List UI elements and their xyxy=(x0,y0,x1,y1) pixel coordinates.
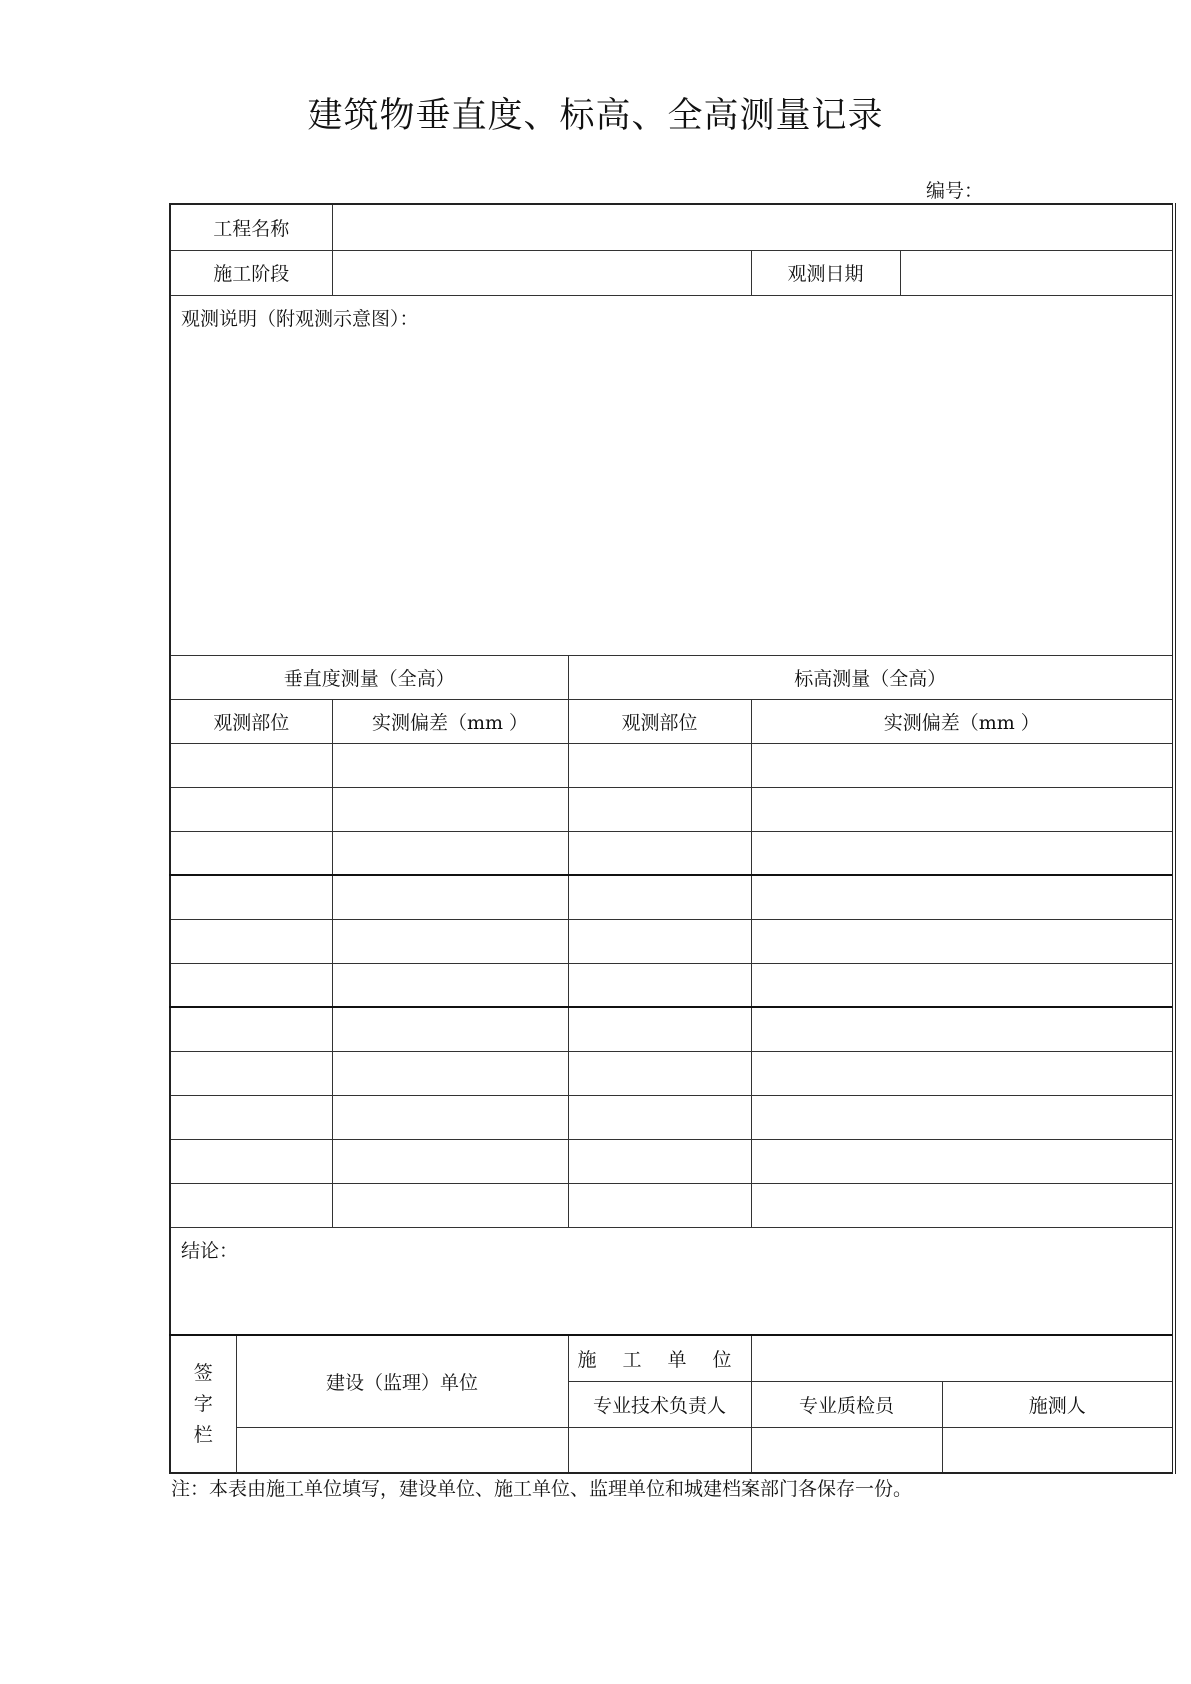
elevation-location-cell[interactable] xyxy=(568,963,751,1007)
project-name-label: 工程名称 xyxy=(170,204,332,250)
signature-char: 签 xyxy=(193,1361,213,1384)
stage-date-row xyxy=(170,250,1174,295)
builder-supervisor-unit-label: 建设（监理）单位 xyxy=(236,1335,568,1427)
elevation-deviation-cell[interactable] xyxy=(751,919,1174,963)
elevation-location-cell[interactable] xyxy=(568,1139,751,1183)
elevation-deviation-header: 实测偏差（mm ） xyxy=(751,699,1174,743)
table-row xyxy=(170,875,1174,919)
elevation-deviation-cell[interactable] xyxy=(751,1183,1174,1227)
verticality-location-cell[interactable] xyxy=(170,919,332,963)
verticality-location-cell[interactable] xyxy=(170,1139,332,1183)
table-row xyxy=(170,1139,1174,1183)
table-row xyxy=(170,743,1174,787)
quality-inspector-signature-field[interactable] xyxy=(751,1427,942,1473)
elevation-deviation-cell[interactable] xyxy=(751,963,1174,1007)
verticality-location-cell[interactable] xyxy=(170,1007,332,1051)
elevation-location-cell[interactable] xyxy=(568,1051,751,1095)
elevation-location-cell[interactable] xyxy=(568,1183,751,1227)
verticality-deviation-header: 实测偏差（mm ） xyxy=(332,699,568,743)
elevation-location-header: 观测部位 xyxy=(568,699,751,743)
verticality-location-header: 观测部位 xyxy=(170,699,332,743)
observation-notes-row xyxy=(170,295,1174,655)
verticality-deviation-cell[interactable] xyxy=(332,1139,568,1183)
elevation-location-cell[interactable] xyxy=(568,875,751,919)
technical-lead-signature-field[interactable] xyxy=(568,1427,751,1473)
verticality-deviation-cell[interactable] xyxy=(332,831,568,875)
measurement-section-header xyxy=(170,655,1174,699)
verticality-location-cell[interactable] xyxy=(170,743,332,787)
construction-unit-label: 施 工 单 位 xyxy=(568,1335,751,1381)
construction-stage-label: 施工阶段 xyxy=(170,250,332,295)
elevation-deviation-cell[interactable] xyxy=(751,831,1174,875)
elevation-location-cell[interactable] xyxy=(568,787,751,831)
signature-row-sign xyxy=(170,1427,1174,1473)
project-name-row xyxy=(170,204,1174,250)
elevation-location-cell[interactable] xyxy=(568,1095,751,1139)
elevation-location-cell[interactable] xyxy=(568,1007,751,1051)
verticality-location-cell[interactable] xyxy=(170,1051,332,1095)
verticality-location-cell[interactable] xyxy=(170,1095,332,1139)
surveyor-signature-field[interactable] xyxy=(942,1427,1174,1473)
elevation-location-cell[interactable] xyxy=(568,831,751,875)
elevation-deviation-cell[interactable] xyxy=(751,743,1174,787)
signature-char: 字 xyxy=(193,1392,213,1415)
conclusion-area[interactable] xyxy=(170,1227,1174,1335)
observation-date-label: 观测日期 xyxy=(751,250,900,295)
technical-lead-label: 专业技术负责人 xyxy=(568,1381,751,1427)
verticality-deviation-cell[interactable] xyxy=(332,963,568,1007)
project-name-field[interactable] xyxy=(332,204,1174,250)
verticality-location-cell[interactable] xyxy=(170,787,332,831)
elevation-deviation-cell[interactable] xyxy=(751,1095,1174,1139)
builder-supervisor-signature-field[interactable] xyxy=(236,1427,568,1473)
observation-date-field[interactable] xyxy=(900,250,1174,295)
table-row xyxy=(170,1095,1174,1139)
table-row xyxy=(170,963,1174,1007)
elevation-deviation-cell[interactable] xyxy=(751,787,1174,831)
quality-inspector-label: 专业质检员 xyxy=(751,1381,942,1427)
footnote: 注：本表由施工单位填写，建设单位、施工单位、监理单位和城建档案部门各保存一份。 xyxy=(171,1478,913,1500)
verticality-deviation-cell[interactable] xyxy=(332,1051,568,1095)
document-number-label: 编号： xyxy=(926,180,984,202)
observation-notes-label: 观测说明（附观测示意图）： xyxy=(181,307,419,330)
verticality-deviation-cell[interactable] xyxy=(332,787,568,831)
verticality-deviation-cell[interactable] xyxy=(332,1095,568,1139)
table-row xyxy=(170,919,1174,963)
elevation-deviation-cell[interactable] xyxy=(751,875,1174,919)
observation-notes-area[interactable] xyxy=(170,295,1174,655)
table-row xyxy=(170,831,1174,875)
elevation-deviation-cell[interactable] xyxy=(751,1139,1174,1183)
measurement-record-table xyxy=(169,203,1176,1474)
verticality-deviation-cell[interactable] xyxy=(332,1183,568,1227)
table-row xyxy=(170,1183,1174,1227)
measurement-column-headers xyxy=(170,699,1174,743)
verticality-location-cell[interactable] xyxy=(170,1183,332,1227)
page-title: 建筑物垂直度、标高、全高测量记录 xyxy=(307,96,884,136)
construction-stage-field[interactable] xyxy=(332,250,751,295)
verticality-location-cell[interactable] xyxy=(170,963,332,1007)
verticality-deviation-cell[interactable] xyxy=(332,743,568,787)
conclusion-row xyxy=(170,1227,1174,1335)
verticality-location-cell[interactable] xyxy=(170,831,332,875)
elevation-deviation-cell[interactable] xyxy=(751,1051,1174,1095)
verticality-deviation-cell[interactable] xyxy=(332,919,568,963)
verticality-deviation-cell[interactable] xyxy=(332,875,568,919)
elevation-deviation-cell[interactable] xyxy=(751,1007,1174,1051)
table-row xyxy=(170,787,1174,831)
signature-char: 栏 xyxy=(193,1423,213,1446)
verticality-measurement-title: 垂直度测量（全高） xyxy=(170,655,568,699)
surveyor-label: 施测人 xyxy=(942,1381,1174,1427)
signature-column-label xyxy=(170,1335,236,1473)
verticality-location-cell[interactable] xyxy=(170,875,332,919)
table-row xyxy=(170,1007,1174,1051)
table-row xyxy=(170,1051,1174,1095)
conclusion-label: 结论： xyxy=(181,1239,239,1262)
construction-unit-field[interactable] xyxy=(751,1335,1174,1381)
verticality-deviation-cell[interactable] xyxy=(332,1007,568,1051)
elevation-measurement-title: 标高测量（全高） xyxy=(568,655,1174,699)
elevation-location-cell[interactable] xyxy=(568,743,751,787)
elevation-location-cell[interactable] xyxy=(568,919,751,963)
signature-row-top xyxy=(170,1335,1174,1381)
